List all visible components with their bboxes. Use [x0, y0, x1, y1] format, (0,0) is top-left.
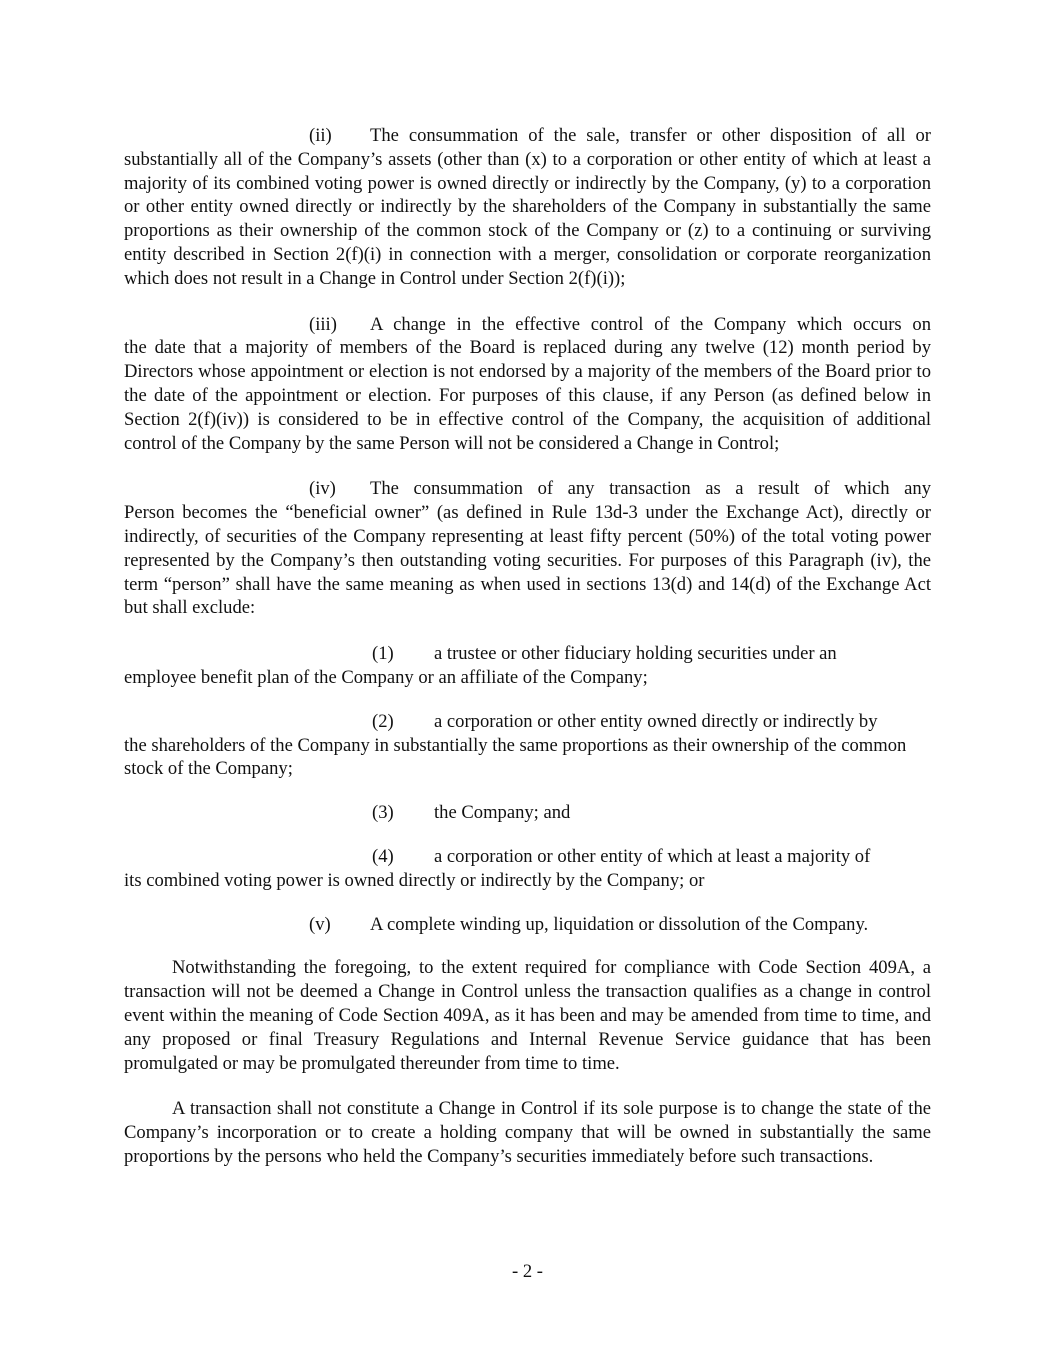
clause-iii-first-line	[124, 313, 931, 337]
exclusion-1	[124, 642, 884, 690]
clause-iv-lead-text: The consummation of any transaction as a result of which any	[370, 478, 931, 500]
exclusion-2	[124, 710, 929, 781]
sole-purpose-paragraph: A transaction shall not constitute a Change in Control if its sole purpose is to change the state of the Company’s incorporation or to create a holding company that will be owned in substantially the same proportions by the persons who held the Company’s securities immediately before such transactions.	[124, 1098, 931, 1167]
exclusion-2-body: the shareholders of the Company in substantially the same proportions as their ownership of the common stock of the Company;	[124, 734, 907, 780]
exclusion-2-lead-text: a corporation or other entity owned directly or indirectly by	[434, 710, 878, 732]
exclusion-1-label: (1)	[372, 643, 394, 665]
clause-v-text: A complete winding up, liquidation or dissolution of the Company.	[370, 913, 869, 935]
document-page	[124, 124, 931, 1169]
clause-v	[124, 913, 931, 937]
clause-v-label: (v)	[309, 913, 331, 935]
clause-iv-first-line	[124, 477, 931, 501]
clause-ii	[124, 124, 931, 291]
clause-v-first-line	[124, 913, 931, 937]
exclusion-4-lead-text: a corporation or other entity of which at least a majority of	[434, 845, 871, 867]
clause-ii-body: substantially all of the Company’s assets (other than (x) to a corporation or other entity of which at least a majority of its combined voting power is owned directly or indirectly by the Company, (y) to a corporation or other entity owned directly or indirectly by the shareholders of the Company in substantially the same proportions as their ownership of the common stock of the Company or (z) to a continuing or surviving entity described in Section 2(f)(i) in connection with a merger, consolidation or corporate reorganization which does not result in a Change in Control under Section 2(f)(i));	[124, 148, 931, 289]
exclusion-3-label: (3)	[372, 802, 394, 824]
section-409a-paragraph: Notwithstanding the foregoing, to the extent required for compliance with Code Section 409A, a transaction will not be deemed a Change in Control unless the transaction qualifies as a change in control event within the meaning of Code Section 409A, as it has been and may be amended from time to time, and any proposed or final Treasury Regulations and Internal Revenue Service guidance that has been promulgated or may be promulgated thereunder from time to time.	[124, 957, 931, 1074]
clause-ii-first-line	[124, 124, 931, 148]
exclusion-3	[124, 801, 931, 825]
clause-iii	[124, 313, 931, 456]
exclusion-2-label: (2)	[372, 710, 394, 732]
exclusion-3-lead-text: the Company; and	[434, 802, 571, 824]
clause-ii-lead-text: The consummation of the sale, transfer or other disposition of all or	[370, 125, 931, 146]
clause-iv-label: (iv)	[309, 478, 336, 500]
clause-iii-body: the date that a majority of members of the Board is replaced during any twelve (12) month period by Directors whose appointment or election is not endorsed by a majority of the members of the Board prior to the date of the appointment or election. For purposes of this clause, if any Person (as defined below in Section 2(f)(iv)) is considered to be in effective control of the Company, the acquisition of additional control of the Company by the same Person will not be considered a Change in Control;	[124, 337, 931, 454]
clause-iv	[124, 477, 931, 620]
exclusion-4	[124, 845, 924, 893]
exclusion-4-body: its combined voting power is owned directly or indirectly by the Company; or	[124, 869, 705, 891]
exclusion-3-first-line	[124, 801, 931, 825]
exclusion-4-first-line	[124, 845, 924, 869]
clause-iii-lead-text: A change in the effective control of the Company which occurs on	[370, 313, 931, 335]
clause-iii-label: (iii)	[309, 313, 337, 335]
clause-iv-body: Person becomes the “beneficial owner” (as defined in Rule 13d-3 under the Exchange Act), directly or indirectly, of securities of the Company representing at least fifty percent (50%) of the total voting power represented by the Company’s then outstanding voting securities. For purposes of this Paragraph (iv), the term “person” shall have the same meaning as when used in sections 13(d) and 14(d) of the Exchange Act but shall exclude:	[124, 502, 931, 619]
exclusion-1-first-line	[124, 642, 884, 666]
exclusion-1-lead-text: a trustee or other fiduciary holding securities under an	[434, 643, 837, 665]
exclusion-1-body: employee benefit plan of the Company or an affiliate of the Company;	[124, 666, 648, 688]
exclusion-2-first-line	[124, 710, 929, 734]
exclusion-4-label: (4)	[372, 845, 394, 867]
page-number: - 2 -	[512, 1261, 543, 1282]
clause-ii-label: (ii)	[309, 125, 332, 146]
